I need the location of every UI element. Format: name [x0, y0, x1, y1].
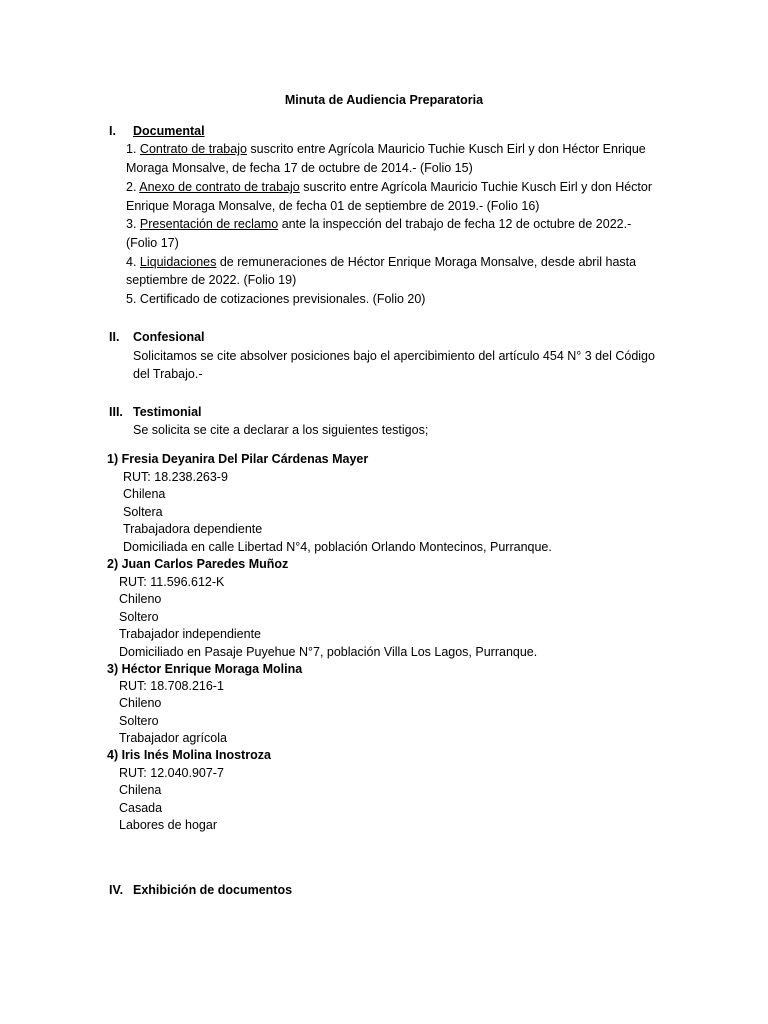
section-heading-exhibicion: Exhibición de documentos [133, 883, 293, 897]
witness-detail: Trabajador independiente [119, 627, 262, 641]
witness-detail: Labores de hogar [119, 818, 217, 832]
item-number: 4. [126, 255, 137, 269]
item-number: 5. [126, 292, 137, 306]
section-heading-documental: Documental [133, 124, 205, 138]
witness-detail: RUT: 11.596.612-K [119, 575, 225, 589]
item-number: 3. [126, 217, 137, 231]
witness-detail: Domiciliado en Pasaje Puyehue N°7, población Villa Los Lagos, Purranque. [119, 645, 538, 659]
item-text: ante la inspección del trabajo de fecha 12 de octubre de 2022.- [281, 217, 632, 231]
witness-detail: Casada [119, 801, 163, 815]
witness-detail: Domiciliada en calle Libertad N°4, población Orlando Montecinos, Purranque. [123, 540, 552, 554]
item-text: suscrito entre Agrícola Mauricio Tuchie Kusch Eirl y don Héctor Enrique [250, 142, 646, 156]
witness-detail: RUT: 12.040.907-7 [119, 766, 224, 780]
item-title: Contrato de trabajo [139, 142, 247, 156]
section-numeral: II. [109, 330, 120, 344]
item-text-continued: septiembre de 2022. (Folio 19) [126, 273, 297, 287]
item-text-continued: Enrique Moraga Monsalve, de fecha 01 de septiembre de 2019.- (Folio 16) [126, 199, 540, 213]
witness-name: 4) Iris Inés Molina Inostroza [107, 748, 271, 762]
list-item [126, 179, 652, 197]
paragraph-text: Se solicita se cite a declarar a los siguientes testigos; [133, 423, 429, 437]
witness-detail: Chileno [119, 696, 162, 710]
witness-name: 1) Fresia Deyanira Del Pilar Cárdenas Mayer [107, 452, 369, 466]
witness-detail: Soltero [119, 714, 159, 728]
witness-detail: Soltera [123, 505, 163, 519]
section-numeral: III. [109, 405, 123, 419]
witness-detail: RUT: 18.238.263-9 [123, 470, 228, 484]
list-item [126, 216, 631, 234]
witness-detail: Soltero [119, 610, 159, 624]
item-text: de remuneraciones de Héctor Enrique Moraga Monsalve, desde abril hasta [219, 255, 637, 269]
list-item [126, 141, 646, 159]
document-title: Minuta de Audiencia Preparatoria [284, 93, 484, 107]
section-numeral: IV. [109, 883, 124, 897]
witness-detail: Trabajadora dependiente [123, 522, 263, 536]
list-item [126, 254, 636, 272]
paragraph-text-continued: del Trabajo.- [133, 367, 203, 381]
item-number: 2. [126, 180, 137, 194]
item-text-continued: (Folio 17) [126, 236, 179, 250]
witness-detail: Chileno [119, 592, 162, 606]
witness-detail: Trabajador agrícola [119, 731, 227, 745]
item-title: Anexo de contrato de trabajo [139, 180, 300, 194]
item-text-continued: Moraga Monsalve, de fecha 17 de octubre de 2014.- (Folio 15) [126, 161, 473, 175]
item-number: 1. [126, 142, 137, 156]
witness-name: 3) Héctor Enrique Moraga Molina [107, 662, 303, 676]
list-item [126, 291, 425, 309]
witness-detail: Chilena [123, 487, 166, 501]
item-title: Liquidaciones [139, 255, 217, 269]
witness-detail: Chilena [119, 783, 162, 797]
paragraph-text: Solicitamos se cite absolver posiciones bajo el apercibimiento del artículo 454 N° 3 del Código [133, 349, 655, 363]
item-title: Presentación de reclamo [139, 217, 279, 231]
section-numeral: I. [109, 124, 116, 138]
witness-detail: RUT: 18.708.216-1 [119, 679, 224, 693]
witness-name: 2) Juan Carlos Paredes Muñoz [107, 557, 289, 571]
section-heading-testimonial: Testimonial [133, 405, 202, 419]
item-text: suscrito entre Agrícola Mauricio Tuchie Kusch Eirl y don Héctor [303, 180, 653, 194]
item-text: Certificado de cotizaciones previsionales. (Folio 20) [139, 292, 426, 306]
section-heading-confesional: Confesional [133, 330, 205, 344]
